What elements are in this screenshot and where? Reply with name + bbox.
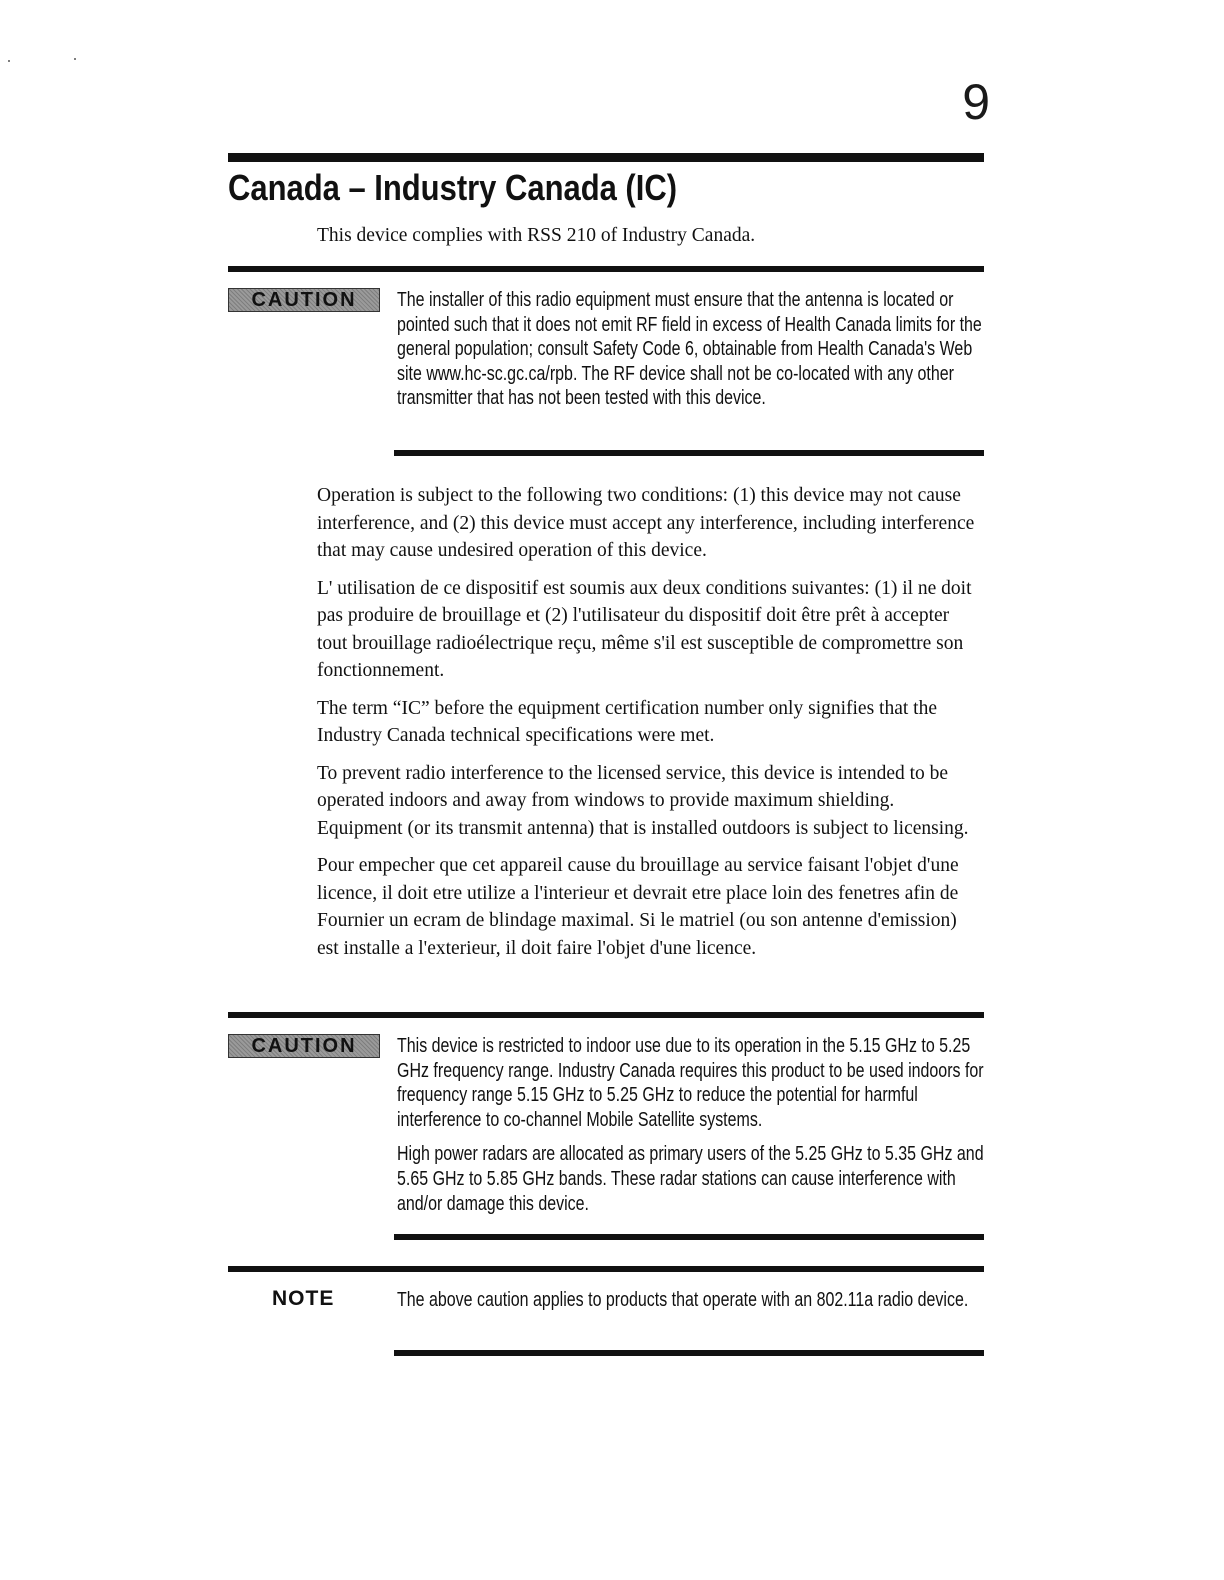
paragraph-ic-term: The term “IC” before the equipment certification number only signifies that the Industry Canada technical specifications were met. (317, 697, 937, 746)
caution-text-block (397, 288, 1153, 421)
note-label: NOTE (272, 1287, 335, 1310)
caution-top-rule (228, 1012, 984, 1018)
caution-text-radar: High power radars are allocated as primary users of the 5.25 GHz to 5.35 GHz and 5.65 GHz to 5.85 GHz bands. These radar stations can cause interference with and/or damage this device. (397, 1142, 984, 1215)
scan-speck (74, 58, 76, 60)
paragraph-conditions-fr: L' utilisation de ce dispositif est soumis aux deux conditions suivantes: (1) il ne doit pas produire de brouillage et (2) l'utilisateur du dispositif doit être prêt à accepter tout brouillage radioélectrique reçu, même s'il est susceptible de compromettre son fonctionnement. (317, 577, 972, 681)
caution-text: The installer of this radio equipment must ensure that the antenna is located or pointed such that it does not emit RF field in excess of Health Canada limits for the general population; consult Safety Code 6, obtainable from Health Canada's Web site www.hc-sc.gc.ca/rpb. The RF device shall not be co-located with any other transmitter that has not been tested with this device. (397, 288, 982, 410)
heading-rule (228, 153, 984, 162)
caution-bottom-rule (394, 1234, 984, 1240)
caution-top-rule (228, 266, 984, 272)
note-text: The above caution applies to products that operate with an 802.11a radio device. (397, 1288, 969, 1311)
caution-label: CAUTION (251, 1035, 357, 1057)
caution-bottom-rule (394, 450, 984, 456)
caution-badge (228, 288, 380, 312)
note-text-block (397, 1288, 1153, 1323)
paragraph-interference-fr: Pour empecher que cet appareil cause du brouillage au service faisant l'objet d'une licence, il doit etre utilize a l'interieur et devrait etre place loin des fenetres afin de Fournier un ecram de blindage maximal. Si le matriel (ou son antenne d'emission) est installe a l'exterieur, il doit faire l'objet d'une licence. (317, 855, 959, 959)
scan-speck (8, 60, 10, 62)
caution-text-block (397, 1034, 1153, 1226)
body-text (317, 482, 982, 962)
note-top-rule (228, 1266, 984, 1272)
caution-label: CAUTION (251, 289, 357, 311)
paragraph-conditions-en: Operation is subject to the following two conditions: (1) this device may not cause interference, and (2) this device must accept any interference, including interference that may cause undesired operation of this device. (317, 485, 975, 561)
page-number: 9 (962, 74, 990, 130)
intro-text: This device complies with RSS 210 of Industry Canada. (317, 225, 756, 246)
paragraph-interference-en: To prevent radio interference to the licensed service, this device is intended to be operated indoors and away from windows to provide maximum shielding. Equipment (or its transmit antenna) that is installed outdoors is subject to licensing. (317, 762, 969, 839)
caution-badge (228, 1034, 380, 1058)
section-title: Canada – Industry Canada (IC) (228, 167, 678, 208)
caution-text-frequency: This device is restricted to indoor use due to its operation in the 5.15 GHz to 5.25 GHz frequency range. Industry Canada requires this product to be used indoors for frequency range 5.15 GHz to 5.25 GHz to reduce the potential for harmful interference to co-channel Mobile Satellite systems. (397, 1034, 984, 1131)
note-bottom-rule (394, 1350, 984, 1356)
